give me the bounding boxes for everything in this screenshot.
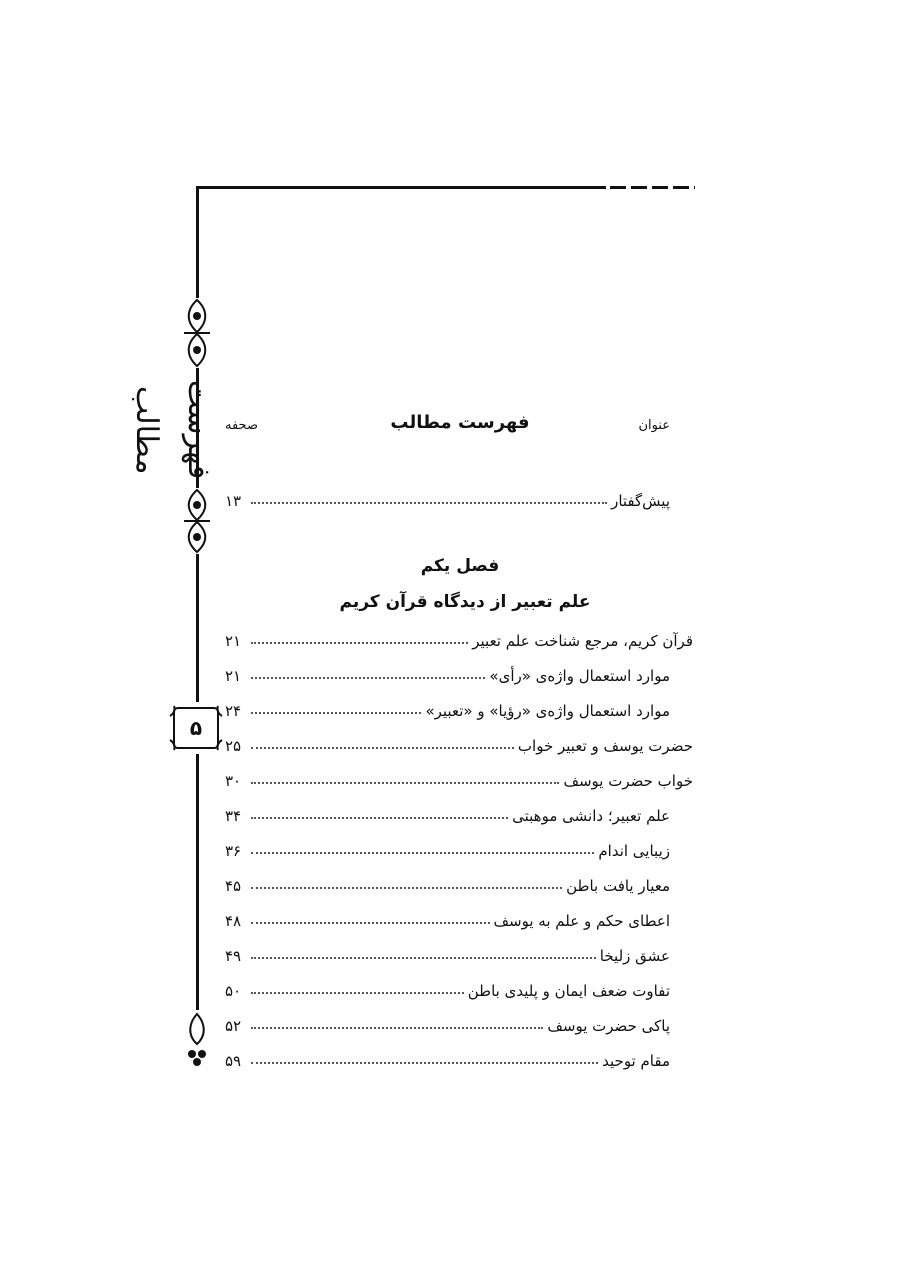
toc-row[interactable]	[225, 904, 670, 930]
dot-leader	[251, 712, 421, 714]
middle-ornament-icon	[180, 488, 214, 554]
chapter-subtitle: علم تعبیر از دیدگاه قرآن کریم	[339, 592, 591, 612]
frame-top-dashes	[610, 186, 695, 189]
toc-row[interactable]	[225, 834, 670, 860]
dot-leader	[251, 782, 559, 784]
toc-row[interactable]	[225, 729, 693, 755]
toc-row[interactable]	[225, 694, 670, 720]
side-title: فهرست مطالب	[129, 380, 216, 480]
toc-label: علم تعبیر؛ دانشی موهبتی	[512, 807, 670, 825]
toc-label: مقام توحید	[602, 1052, 670, 1070]
toc-label: خواب حضرت یوسف	[563, 772, 693, 790]
toc-label: تفاوت ضعف ایمان و پلیدی باطن	[467, 982, 670, 1000]
toc-row[interactable]	[225, 939, 670, 965]
dot-leader	[251, 922, 490, 924]
toc-page: ۳۴	[225, 807, 242, 825]
column-title-heading: عنوان	[638, 418, 670, 433]
dot-leader	[251, 642, 468, 644]
toc-label: زیبایی اندام	[598, 842, 670, 860]
dot-leader	[251, 747, 514, 749]
toc-page: ۵۹	[225, 1052, 242, 1070]
toc-page: ۴۸	[225, 912, 242, 930]
toc-page: ۳۰	[225, 772, 242, 790]
chapter-title: فصل یکم	[420, 556, 500, 576]
toc-row[interactable]	[225, 1044, 670, 1070]
toc-label: پاکی حضرت یوسف	[547, 1017, 670, 1035]
toc-page: ۲۵	[225, 737, 242, 755]
page-title: فهرست مطالب	[390, 412, 530, 433]
toc-label: حضرت یوسف و تعبیر خواب	[517, 737, 693, 755]
toc-row[interactable]	[225, 869, 670, 895]
toc-row[interactable]	[225, 799, 670, 825]
toc-page: ۲۱	[225, 667, 242, 685]
toc-row[interactable]	[225, 974, 670, 1000]
page-number: ۵	[189, 716, 203, 740]
toc-label: موارد استعمال واژه‌ی «رؤیا» و «تعبیر»	[425, 702, 670, 720]
dot-leader	[251, 1027, 543, 1029]
toc-page: ۴۵	[225, 877, 242, 895]
toc-page: ۱۳	[225, 492, 242, 510]
toc-page: ۲۴	[225, 702, 242, 720]
column-page-heading: صحفه	[225, 418, 258, 433]
toc-page: ۴۹	[225, 947, 242, 965]
toc-row[interactable]	[225, 1009, 670, 1035]
dot-leader	[251, 502, 607, 504]
dot-leader	[251, 957, 596, 959]
toc-label: پیش‌گفتار	[611, 492, 670, 510]
toc-page: ۲۱	[225, 632, 242, 650]
toc-page: ۵۰	[225, 982, 242, 1000]
toc-label: قرآن کریم، مرجع شناخت علم تعبیر	[472, 632, 693, 650]
dot-leader	[251, 817, 508, 819]
toc-row[interactable]	[225, 659, 670, 685]
toc-page: ۵۲	[225, 1017, 242, 1035]
dot-leader	[251, 852, 594, 854]
dot-leader	[251, 1062, 598, 1064]
toc-page: ۳۶	[225, 842, 242, 860]
toc-row-intro[interactable]	[225, 484, 670, 510]
top-ornament-icon	[180, 298, 214, 368]
toc-row[interactable]	[225, 764, 693, 790]
toc-label: موارد استعمال واژه‌ی «رأی»	[489, 667, 670, 685]
dot-leader	[251, 887, 562, 889]
toc-row[interactable]	[225, 624, 693, 650]
toc-label: عشق زلیخا	[599, 947, 670, 965]
toc-label: معیار یافت باطن	[566, 877, 670, 895]
toc-label: اعطای حکم و علم به یوسف	[493, 912, 670, 930]
bottom-ornament-icon	[180, 1010, 214, 1070]
dot-leader	[251, 992, 464, 994]
page-number-badge	[168, 702, 224, 754]
frame-top-rule	[196, 186, 606, 189]
dot-leader	[251, 677, 485, 679]
